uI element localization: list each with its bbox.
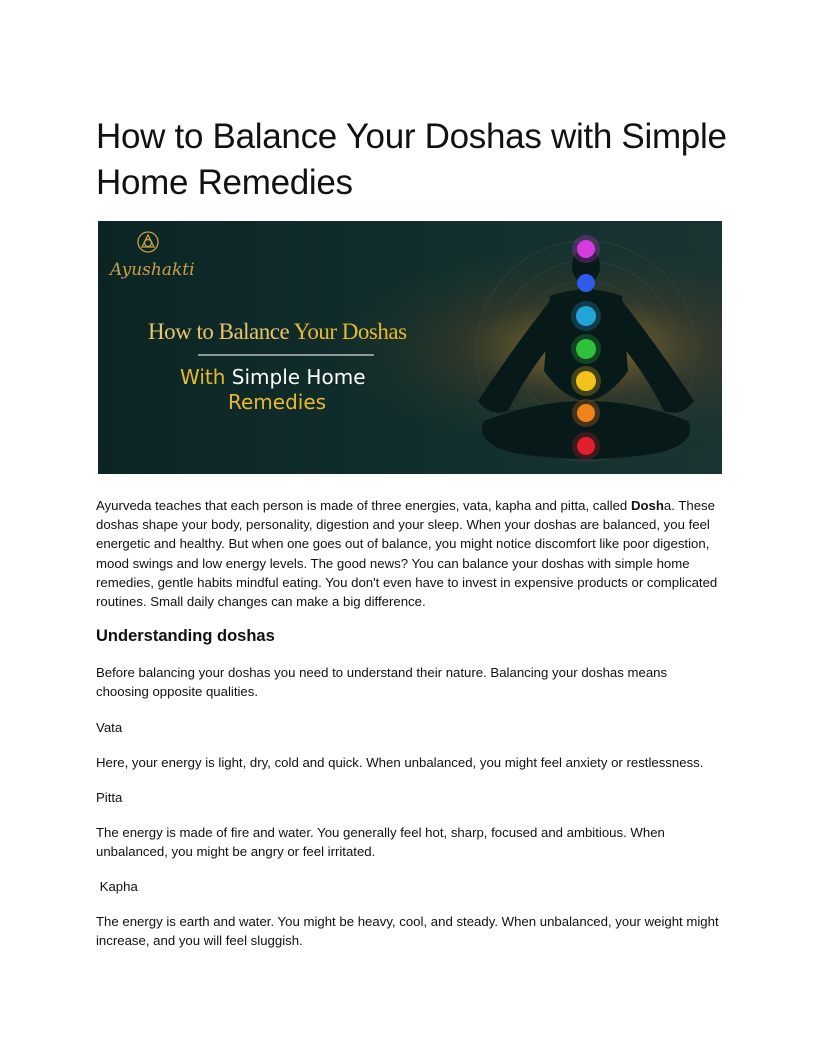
svg-text:With Simple Home xyxy=(180,365,366,389)
hero-banner xyxy=(98,221,722,474)
section-heading: Understanding doshas xyxy=(96,627,275,645)
dosha-description-kapha: The energy is earth and water. You might be heavy, cool, and steady. When unbalanced, your weight might increase, and you will feel sluggish. xyxy=(96,914,719,949)
dosha-name-kapha: Kapha xyxy=(96,879,138,894)
dosha-description-vata: Here, your energy is light, dry, cold and quick. When unbalanced, you might feel anxiety or restlessness. xyxy=(96,755,704,770)
svg-text:How to Balance Your Doshas xyxy=(148,319,407,344)
page-title: How to Balance Your Doshas with Simple Home Remedies xyxy=(96,117,727,202)
banner-headline-part1: How to Balance xyxy=(148,319,294,344)
intro-text-start: Ayurveda teaches that each person is made of three energies, vata, kapha and pitta, called xyxy=(96,498,631,513)
banner-sub-line2: Remedies xyxy=(228,390,327,414)
dosha-name-vata: Vata xyxy=(96,720,123,735)
banner-headline-part2: Your Doshas xyxy=(293,319,407,344)
logo-text: Ayushakti xyxy=(110,260,195,280)
intro-text-end: a. These doshas shape your body, personality, digestion and your sleep. When your doshas are balanced, you feel energetic and healthy. But when one goes out of balance, you might notice discomfort like poor digestion, mood swings and low energy levels. The good news? You can balance your doshas with simple home remedies, gentle habits mindful eating. You don't even have to invest in expensive products or complicated routines. Small daily changes can make a big difference. xyxy=(96,498,718,610)
banner-graphic xyxy=(98,221,722,474)
section-intro: Before balancing your doshas you need to understand their nature. Balancing your doshas means choosing opposite qualities. xyxy=(96,665,668,700)
intro-paragraph xyxy=(96,496,722,611)
intro-bold-term: Dosh xyxy=(630,498,664,513)
dosha-name-pitta: Pitta xyxy=(96,790,123,805)
banner-sub-part1: With xyxy=(180,365,232,389)
banner-sub-part2: Simple Home xyxy=(231,365,366,389)
dosha-description-pitta: The energy is made of fire and water. You generally feel hot, sharp, focused and ambitious. When unbalanced, you might be angry or feel irritated. xyxy=(96,825,665,860)
